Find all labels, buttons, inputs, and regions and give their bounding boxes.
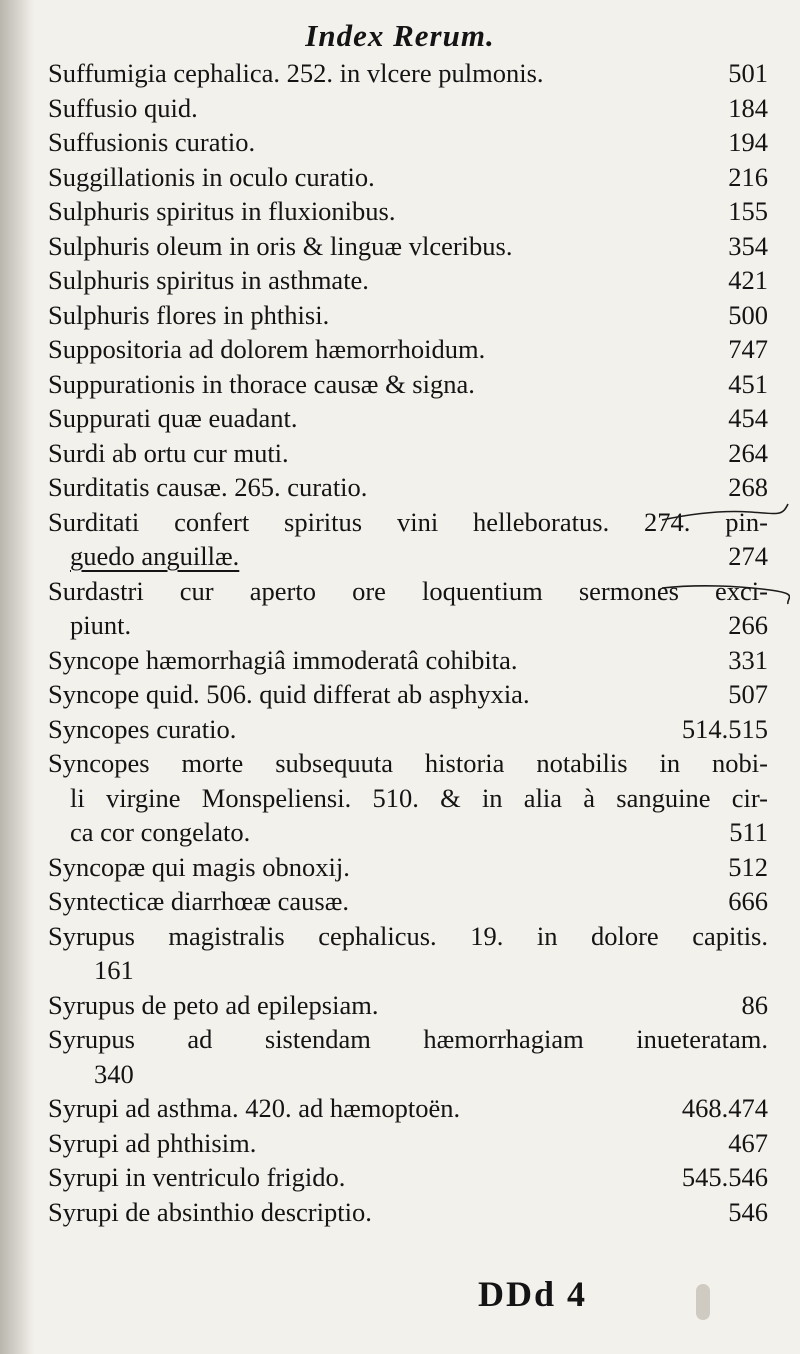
index-entry — [48, 574, 768, 643]
entry-text: Sulphuris flores in phthisi. — [48, 299, 330, 330]
index-entry — [48, 401, 768, 436]
index-list — [48, 56, 768, 1229]
entry-text: Syncopes curatio. — [48, 713, 237, 744]
page-reference: 747 — [728, 334, 768, 364]
entry-text-middle: li virgine Monspeliensi. 510. & in alia à sanguine cir- — [70, 782, 768, 813]
index-entry — [48, 470, 768, 505]
entry-text: Surditati confert spiritus vini helleboratus. 274. pin- — [48, 506, 768, 537]
entry-text: Syncope quid. 506. quid differat ab asphyxia. — [48, 679, 530, 709]
signature-mark: DDd 4 — [478, 1274, 588, 1314]
page-reference: 161 — [94, 955, 134, 985]
page-reference: 268 — [728, 472, 768, 502]
page-reference: 264 — [728, 437, 768, 468]
entry-text: Suffusio quid. — [48, 92, 198, 123]
entry-text: Sulphuris spiritus in asthmate. — [48, 265, 369, 295]
entry-text: Syncopes morte subsequuta historia notabilis in nobi- — [48, 748, 768, 778]
page-reference: 451 — [728, 368, 768, 399]
index-entry — [48, 367, 768, 402]
index-entry — [48, 505, 768, 574]
page-reference: 274 — [728, 541, 768, 571]
entry-text: Suffusionis curatio. — [48, 127, 256, 157]
page-reference: 421 — [728, 265, 768, 295]
index-entry — [48, 1160, 768, 1195]
page-reference: 514.515 — [681, 713, 768, 744]
page-reference: 500 — [728, 299, 768, 330]
page-reference: 546 — [728, 1196, 768, 1227]
entry-text: Suggillationis in oculo curatio. — [48, 161, 375, 192]
entry-text: Syncope hæmorrhagiâ immoderatâ cohibita. — [48, 644, 518, 675]
page-reference: 454 — [728, 403, 768, 433]
index-entry — [48, 746, 768, 850]
index-entry — [48, 1091, 768, 1126]
index-entry — [48, 125, 768, 160]
entry-text: Syrupi de absinthio descriptio. — [48, 1196, 372, 1227]
page-reference: 155 — [728, 196, 768, 226]
entry-text: Syrupi in ventriculo frigido. — [48, 1162, 346, 1192]
index-entry — [48, 160, 768, 195]
index-entry — [48, 298, 768, 333]
entry-text: Syrupus ad sistendam hæmorrhagiam inueteratam. — [48, 1024, 768, 1054]
entry-text-continued: ca cor congelato. — [70, 817, 251, 847]
entry-text: Syrupi ad asthma. 420. ad hæmoptoën. — [48, 1093, 461, 1123]
page-reference: 340 — [94, 1058, 134, 1089]
page-gutter-shadow — [0, 0, 34, 1354]
entry-text: Surditatis causæ. 265. curatio. — [48, 472, 368, 502]
index-entry — [48, 919, 768, 988]
entry-continuation — [48, 608, 768, 643]
page-reference: 511 — [729, 817, 768, 847]
entry-text: Surdi ab ortu cur muti. — [48, 437, 289, 468]
entry-continuation — [48, 815, 768, 850]
index-entry — [48, 1022, 768, 1091]
index-entry — [48, 884, 768, 919]
page-reference: 216 — [728, 161, 768, 192]
page-reference: 266 — [728, 610, 768, 640]
index-entry — [48, 229, 768, 264]
page-reference: 545.546 — [681, 1162, 768, 1192]
index-entry — [48, 1126, 768, 1161]
page-reference: 467 — [728, 1127, 768, 1158]
page-reference: 184 — [728, 92, 768, 123]
index-entry — [48, 677, 768, 712]
entry-text: Syrupi ad phthisim. — [48, 1127, 257, 1158]
index-entry — [48, 56, 768, 91]
index-entry — [48, 436, 768, 471]
index-entry — [48, 194, 768, 229]
page-title: Index Rerum. — [305, 18, 495, 53]
page-reference: 501 — [728, 58, 768, 88]
entry-text: Syncopæ qui magis obnoxij. — [48, 851, 350, 882]
entry-text: Suffumigia cephalica. 252. in vlcere pulmonis. — [48, 58, 544, 88]
page-reference: 86 — [741, 989, 768, 1020]
entry-text-continued: guedo anguillæ. — [70, 541, 240, 571]
entry-text: Syrupus magistralis cephalicus. 19. in dolore capitis. — [48, 920, 768, 951]
page-reference: 512 — [728, 851, 768, 882]
page-reference: 666 — [728, 886, 768, 916]
index-entry — [48, 712, 768, 747]
page-reference: 507 — [728, 679, 768, 709]
index-entry — [48, 643, 768, 678]
entry-text: Surdastri cur aperto ore loquentium sermones exci- — [48, 575, 768, 606]
page-reference: 194 — [728, 127, 768, 157]
ink-smudge — [696, 1284, 710, 1320]
index-entry — [48, 332, 768, 367]
entry-text: Suppurationis in thorace causæ & signa. — [48, 368, 475, 399]
entry-text: Suppositoria ad dolorem hæmorrhoidum. — [48, 334, 486, 364]
entry-text: Sulphuris oleum in oris & linguæ vlceribus. — [48, 230, 513, 261]
page-reference: 354 — [728, 230, 768, 261]
index-entry — [48, 850, 768, 885]
index-entry — [48, 1195, 768, 1230]
entry-text: Sulphuris spiritus in fluxionibus. — [48, 196, 396, 226]
entry-text: Suppurati quæ euadant. — [48, 403, 298, 433]
entry-text: Syrupus de peto ad epilepsiam. — [48, 989, 379, 1020]
entry-text: Syntecticæ diarrhœæ causæ. — [48, 886, 350, 916]
index-entry — [48, 988, 768, 1023]
entry-continuation — [48, 539, 768, 574]
entry-text-continued: piunt. — [70, 610, 132, 640]
index-entry — [48, 91, 768, 126]
index-entry — [48, 263, 768, 298]
page-reference: 331 — [728, 644, 768, 675]
page-reference: 468.474 — [681, 1093, 768, 1123]
